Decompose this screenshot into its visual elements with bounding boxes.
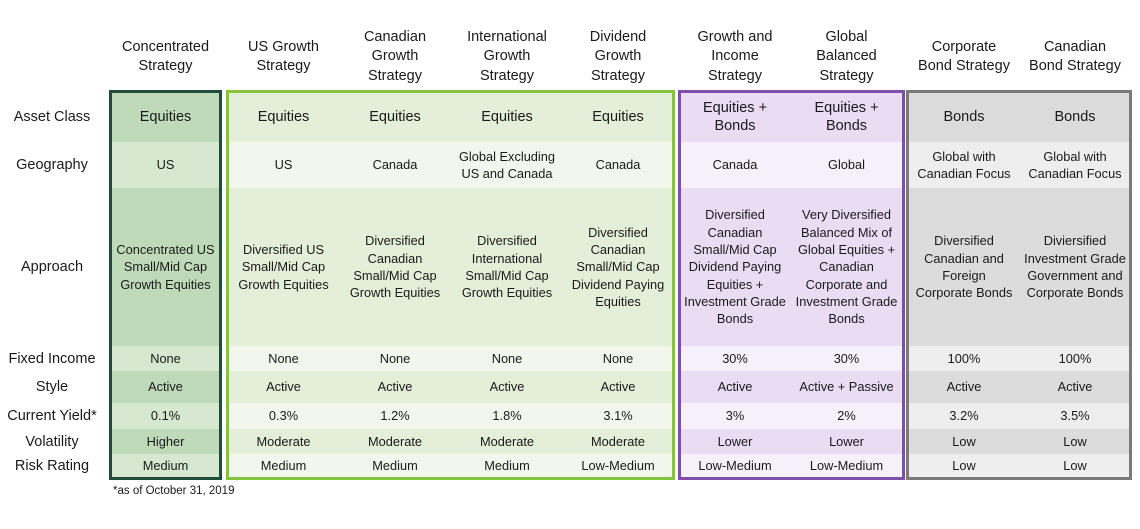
row-label: Asset Class	[13, 109, 91, 125]
table-cell: Diversified International Small/Mid Cap Growth Equities	[451, 188, 563, 346]
table-cell: Active	[111, 371, 220, 403]
table-cell: Canada	[339, 142, 451, 188]
table-cell: 0.1%	[111, 403, 220, 429]
table-cell: Diversified US Small/Mid Cap Growth Equities	[228, 188, 339, 346]
table-cell: Low-Medium	[680, 454, 790, 478]
table-cell: Higher	[111, 429, 220, 454]
table-cell: Diversified Canadian Small/Mid Cap Growth Equities	[339, 188, 451, 346]
table-cell: None	[111, 346, 220, 371]
table-cell: Global with Canadian Focus	[1020, 142, 1130, 188]
column-header: Canadian Bond Strategy	[1029, 38, 1121, 74]
table-cell: None	[339, 346, 451, 371]
table-cell: Medium	[111, 454, 220, 478]
table-cell: Diversified Canadian Small/Mid Cap Dividend Paying Equities	[563, 188, 673, 346]
column-header: Dividend Growth Strategy	[589, 28, 647, 84]
table-cell: Moderate	[563, 429, 673, 454]
column-header: Corporate Bond Strategy	[918, 38, 1010, 74]
table-cell: Bonds	[1020, 92, 1130, 142]
table-cell: Canada	[563, 142, 673, 188]
table-cell: Equities + Bonds	[790, 92, 903, 142]
table-cell: 3.2%	[908, 403, 1020, 429]
table-cell: Lower	[790, 429, 903, 454]
table-cell: Global with Canadian Focus	[908, 142, 1020, 188]
table-cell: Global	[790, 142, 903, 188]
table-cell: Diviersified Investment Grade Government and Corporate Bonds	[1020, 188, 1130, 346]
table-cell: Equities + Bonds	[680, 92, 790, 142]
row-label: Approach	[20, 259, 84, 275]
row-label: Current Yield*	[7, 408, 97, 424]
table-cell: Medium	[228, 454, 339, 478]
table-cell: 30%	[790, 346, 903, 371]
column-header: Global Balanced Strategy	[816, 28, 877, 84]
table-cell: Active	[451, 371, 563, 403]
table-cell: Diversified Canadian Small/Mid Cap Dividend Paying Equities + Investment Grade Bonds	[680, 188, 790, 346]
row-label: Risk Rating	[14, 458, 90, 474]
table-cell: None	[563, 346, 673, 371]
table-cell: 3.1%	[563, 403, 673, 429]
table-cell: Low	[908, 429, 1020, 454]
table-cell: Equities	[339, 92, 451, 142]
row-label: Style	[35, 379, 69, 395]
table-cell: Moderate	[451, 429, 563, 454]
column-header: Concentrated Strategy	[121, 38, 210, 74]
table-cell: Low-Medium	[790, 454, 903, 478]
table-cell: Active	[680, 371, 790, 403]
table-cell: Low-Medium	[563, 454, 673, 478]
table-cell: Low	[908, 454, 1020, 478]
table-cell: 2%	[790, 403, 903, 429]
column-header: Canadian Growth Strategy	[363, 28, 427, 84]
table-cell: 0.3%	[228, 403, 339, 429]
table-cell: Moderate	[228, 429, 339, 454]
table-cell: 30%	[680, 346, 790, 371]
table-cell: Equities	[228, 92, 339, 142]
table-cell: Medium	[451, 454, 563, 478]
table-cell: Diversified Canadian and Foreign Corporate Bonds	[908, 188, 1020, 346]
table-cell: Active + Passive	[790, 371, 903, 403]
table-cell: Moderate	[339, 429, 451, 454]
footnote: *as of October 31, 2019	[113, 485, 235, 497]
column-header: US Growth Strategy	[248, 38, 319, 74]
table-cell: None	[451, 346, 563, 371]
table-cell: Very Diversified Balanced Mix of Global Equities + Canadian Corporate and Investment Grade Bonds	[790, 188, 903, 346]
table-cell: US	[111, 142, 220, 188]
table-cell: 100%	[908, 346, 1020, 371]
table-cell: Active	[908, 371, 1020, 403]
table-cell: Concentrated US Small/Mid Cap Growth Equities	[111, 188, 220, 346]
column-header: International Growth Strategy	[467, 28, 547, 84]
table-cell: None	[228, 346, 339, 371]
table-cell: Active	[1020, 371, 1130, 403]
table-cell: 3%	[680, 403, 790, 429]
row-label: Fixed Income	[8, 350, 96, 367]
table-cell: Low	[1020, 454, 1130, 478]
table-cell: 1.8%	[451, 403, 563, 429]
table-cell: 1.2%	[339, 403, 451, 429]
table-cell: Bonds	[908, 92, 1020, 142]
table-cell: US	[228, 142, 339, 188]
table-cell: Low	[1020, 429, 1130, 454]
table-cell: Equities	[111, 92, 220, 142]
table-cell: Active	[563, 371, 673, 403]
table-cell: Medium	[339, 454, 451, 478]
table-cell: 100%	[1020, 346, 1130, 371]
table-cell: 3.5%	[1020, 403, 1130, 429]
table-cell: Active	[228, 371, 339, 403]
table-cell: Equities	[563, 92, 673, 142]
table-cell: Canada	[680, 142, 790, 188]
column-header: Growth and Income Strategy	[697, 28, 773, 84]
table-cell: Equities	[451, 92, 563, 142]
row-label: Geography	[16, 157, 88, 173]
table-cell: Lower	[680, 429, 790, 454]
table-cell: Active	[339, 371, 451, 403]
row-label: Volatility	[25, 433, 79, 450]
table-cell: Global Excluding US and Canada	[451, 142, 563, 188]
